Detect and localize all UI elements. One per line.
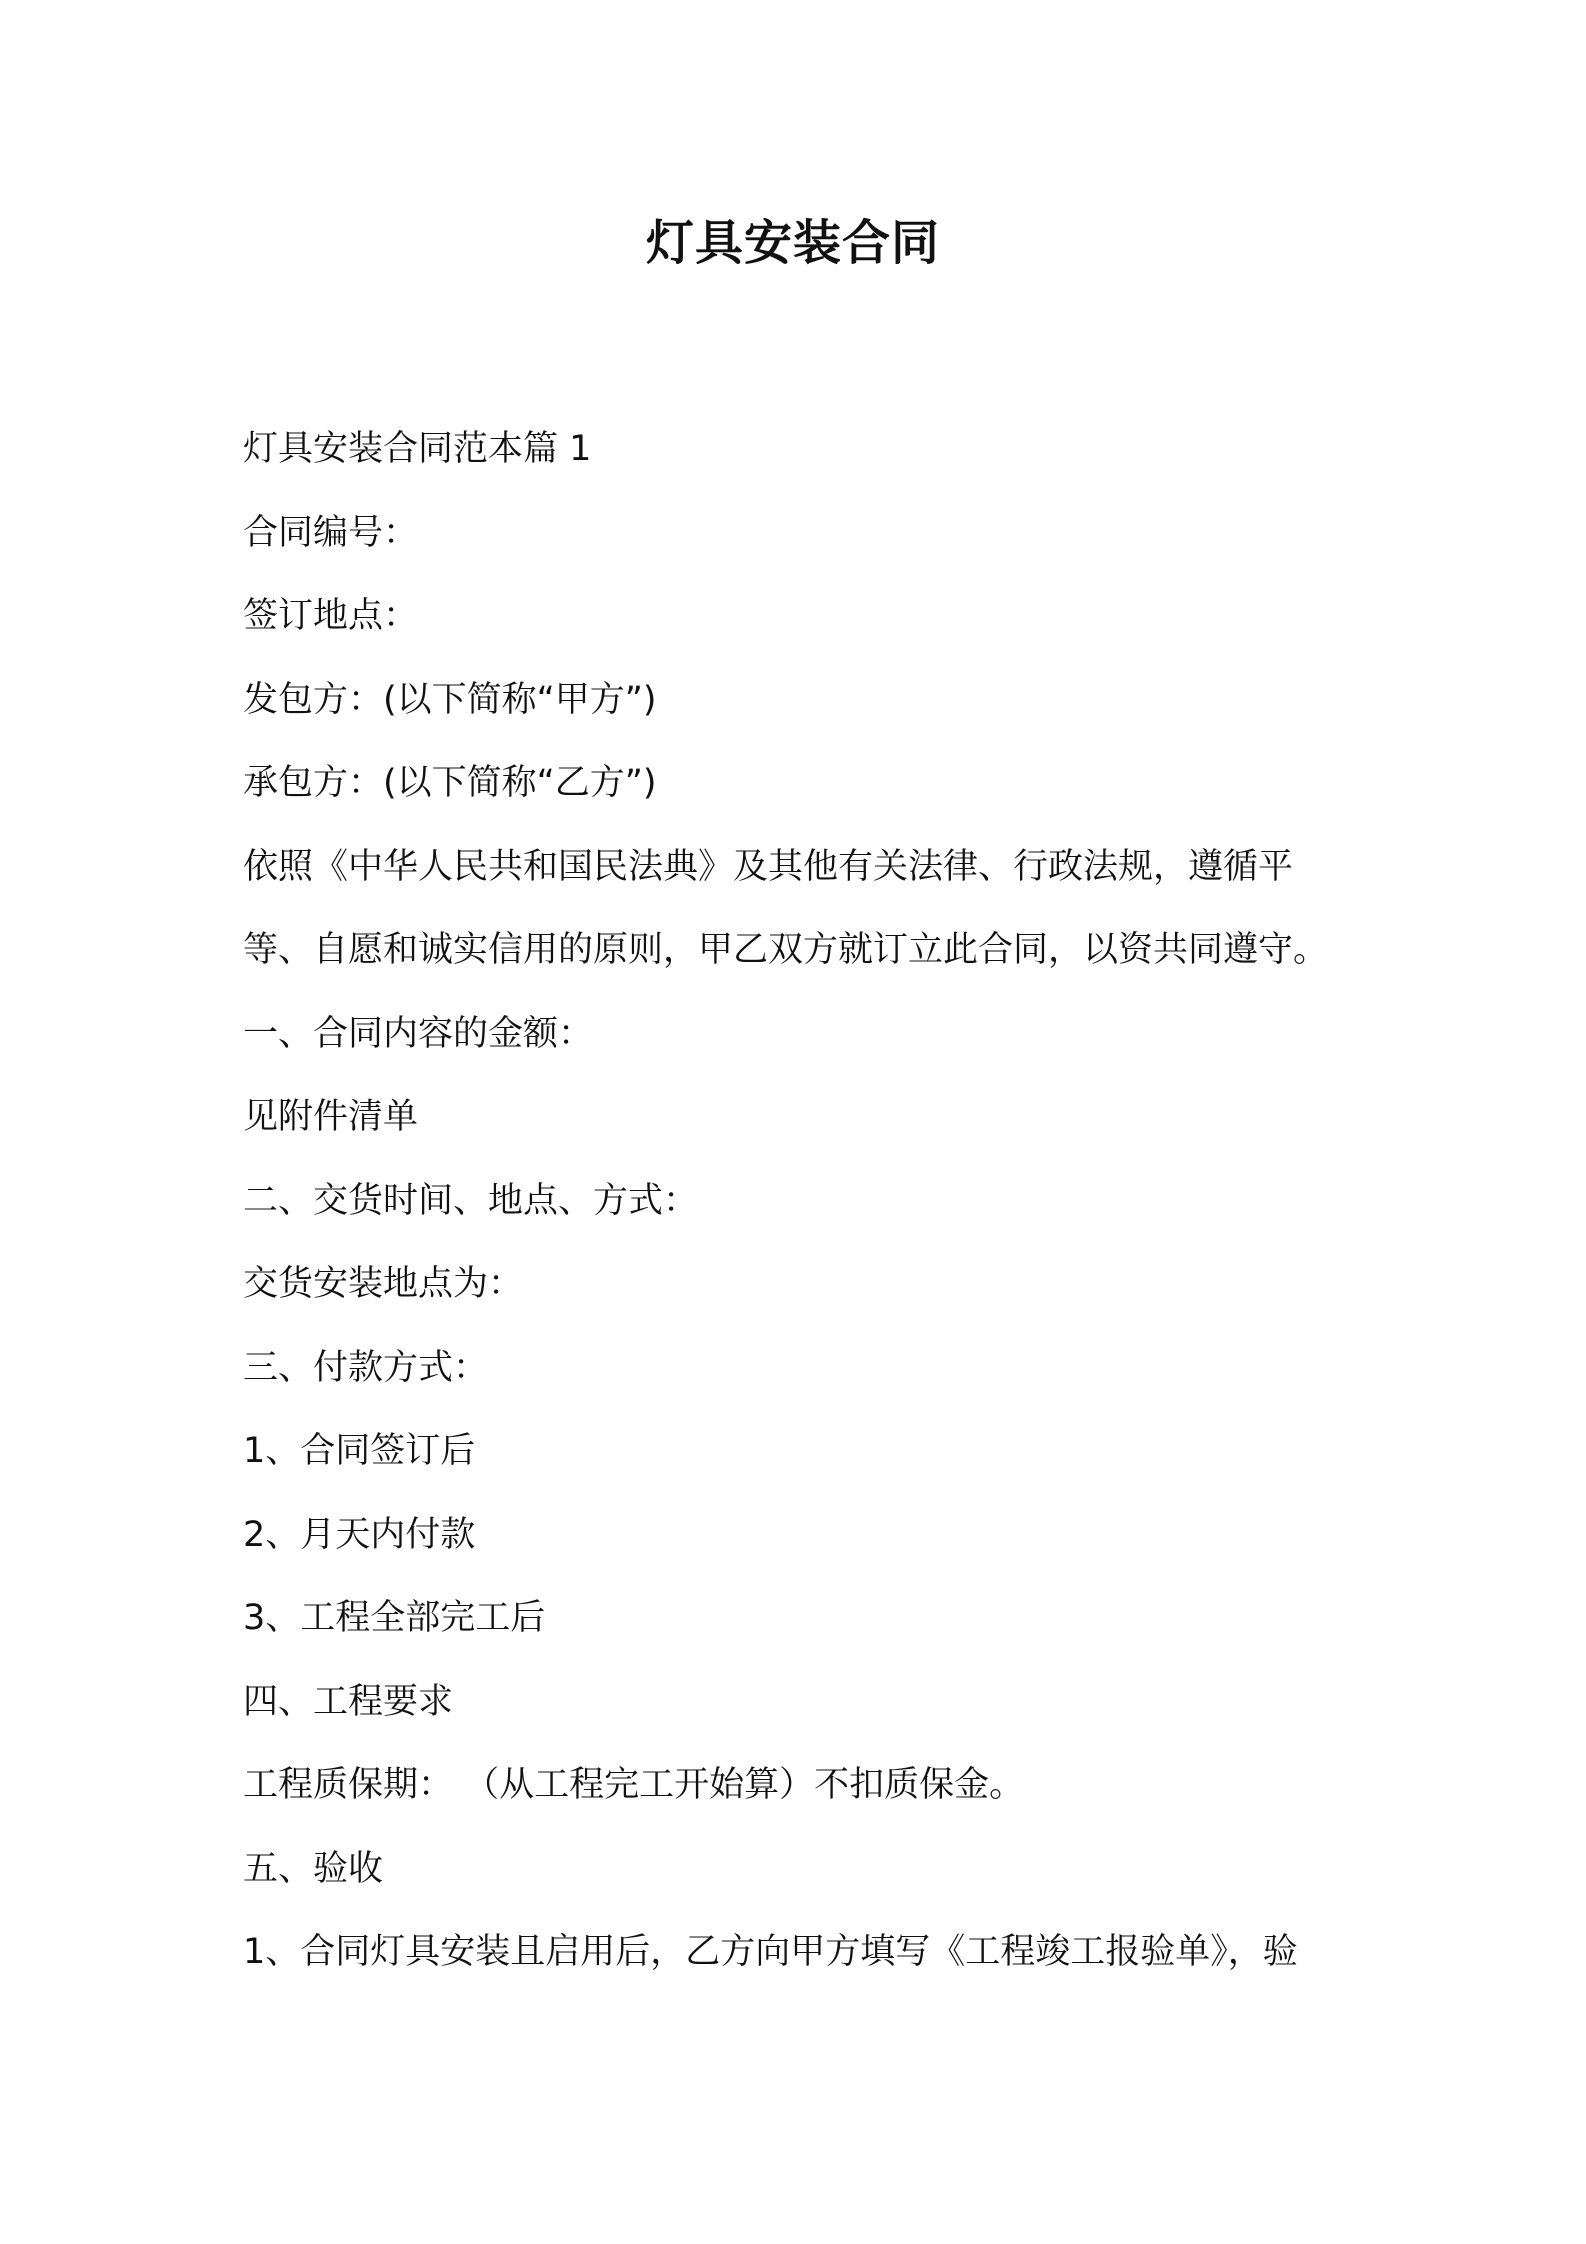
- clause-3-item-1: 1、合同签订后: [243, 1431, 476, 1471]
- document-title: 灯具安装合同: [645, 215, 940, 271]
- clause-5-item-1: 1、合同灯具安装且启用后，乙方向甲方填写《工程竣工报验单》，验: [243, 1932, 1298, 1972]
- clause-2-heading: 二、交货时间、地点、方式：: [243, 1180, 699, 1221]
- document-body: [243, 408, 1363, 1995]
- clause-5-heading: 五、验收: [243, 1848, 384, 1889]
- preamble-line-1: 依照《中华人民共和国民法典》及其他有关法律、行政法规，遵循平: [243, 846, 1294, 887]
- clause-1-text: 见附件清单: [243, 1097, 419, 1137]
- signing-location-line: 签订地点：: [243, 596, 419, 636]
- party-a-line: 发包方：(以下简称“甲方”): [243, 679, 657, 720]
- clause-4-text: 工程质保期： （从工程完工开始算）不扣质保金。: [243, 1765, 1025, 1805]
- preamble-line-2: 等、自愿和诚实信用的原则，甲乙双方就订立此合同，以资共同遵守。: [243, 930, 1329, 970]
- clause-1-heading: 一、合同内容的金额：: [243, 1013, 594, 1054]
- clause-4-heading: 四、工程要求: [243, 1681, 454, 1722]
- clause-3-heading: 三、付款方式：: [243, 1347, 489, 1388]
- clause-2-text: 交货安装地点为：: [243, 1264, 524, 1304]
- clause-3-item-3: 3、工程全部完工后: [243, 1598, 546, 1638]
- clause-3-item-2: 2、月天内付款: [243, 1514, 476, 1555]
- contract-number-line: 合同编号：: [243, 512, 419, 553]
- section-heading-sample-1: 灯具安装合同范本篇 1: [243, 429, 592, 469]
- party-b-line: 承包方：(以下简称“乙方”): [243, 763, 657, 803]
